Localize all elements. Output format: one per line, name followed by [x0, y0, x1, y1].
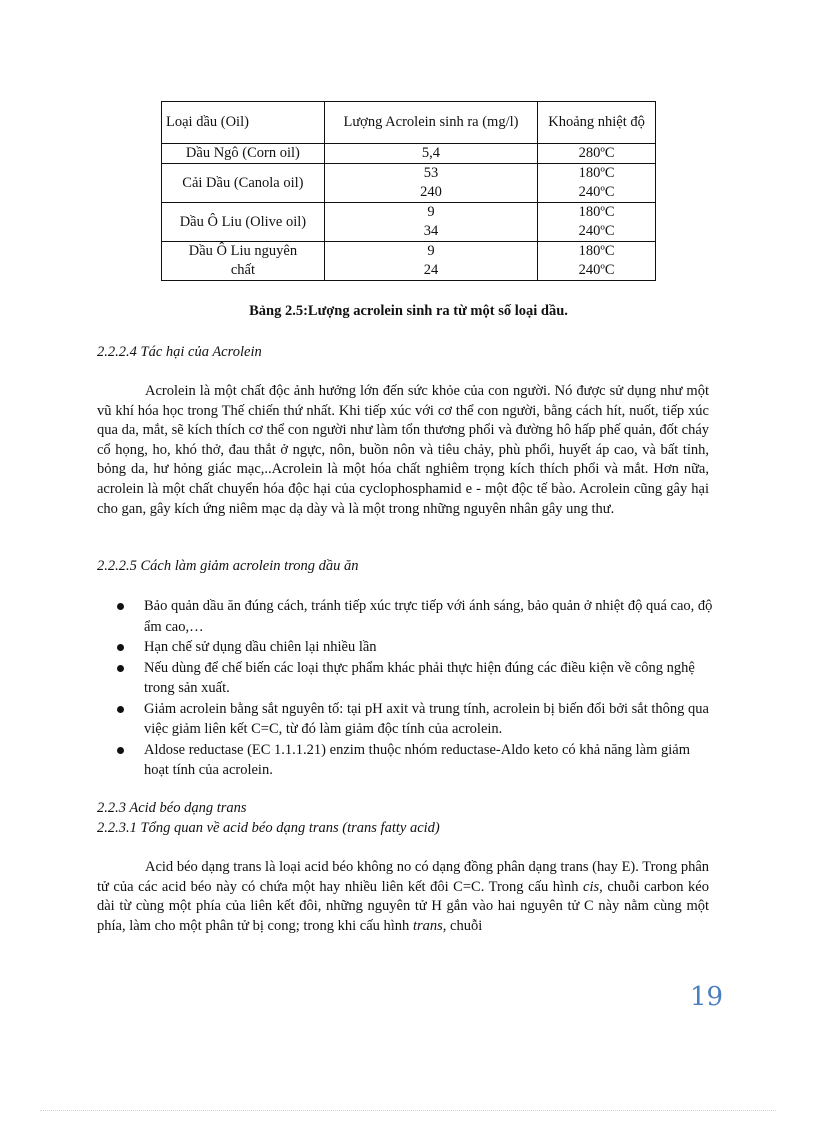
cell-line: 9 — [427, 204, 435, 220]
cell-amount — [324, 164, 537, 203]
cell-temp: 280ºC — [538, 144, 656, 164]
list-item-text: Giảm acrolein bằng sắt nguyên tố: tại pH axit và trung tính, acrolein bị biến đổi bởi sắt thông qua việc giảm liên kết C=C, từ đó làm giảm độc tính của acrolein. — [144, 700, 709, 737]
reduction-methods-list — [97, 596, 717, 781]
cell-amount — [324, 203, 537, 242]
cell-line: 180ºC — [578, 165, 615, 181]
cell-temp — [538, 242, 656, 281]
paragraph-text-3: chuỗi — [446, 917, 483, 934]
list-item-text: Nếu dùng để chế biến các loại thực phẩm khác phải thực hiện đúng các điều kiện về công nghệ trong sản xuất. — [144, 659, 695, 696]
bullet-icon — [117, 706, 124, 713]
table-row — [162, 242, 656, 281]
cell-oil: Dầu Ô Liu nguyên chất — [162, 242, 325, 281]
list-item — [97, 637, 717, 658]
cell-line: 180ºC — [578, 243, 615, 259]
list-item — [97, 658, 717, 699]
cell-amount — [324, 242, 537, 281]
cell-line: 9 — [427, 243, 435, 259]
list-item-text: Hạn chế sử dụng dầu chiên lại nhiều lần — [144, 639, 377, 655]
cell-line: 180ºC — [578, 204, 615, 220]
acrolein-table — [161, 101, 656, 281]
section-heading-2225: 2.2.2.5 Cách làm giảm acrolein trong dầu ăn — [97, 558, 359, 574]
table-caption: Bảng 2.5:Lượng acrolein sinh ra từ một số loại dầu. — [249, 303, 568, 319]
paragraph-trans-fat — [97, 858, 709, 936]
bullet-icon — [117, 747, 124, 754]
bullet-icon — [117, 603, 124, 610]
cell-oil: Dầu Ngô (Corn oil) — [162, 144, 325, 164]
paragraph-acrolein-harm — [97, 382, 709, 519]
paragraph-text-1: Acid béo dạng trans là loại acid béo không no có dạng đồng phân dạng trans (hay E). Trong phân tử của các acid béo này có chứa một hay nhiều liên kết đôi C=C. Trong cấu hình — [97, 859, 709, 895]
bullet-icon — [117, 644, 124, 651]
header-oil: Loại dầu (Oil) — [162, 102, 325, 144]
emphasis-trans: trans, — [412, 917, 447, 934]
cell-line: 240ºC — [578, 184, 615, 200]
cell-temp — [538, 164, 656, 203]
footer-divider — [40, 1110, 776, 1111]
list-item-text: Bảo quản dầu ăn đúng cách, tránh tiếp xúc trực tiếp với ánh sáng, bảo quản ở nhiệt độ quá cao, độ ẩm cao,… — [144, 598, 713, 635]
section-heading-2231: 2.2.3.1 Tổng quan về acid béo dạng trans (trans fatty acid) — [97, 820, 440, 836]
table-header-row — [162, 102, 656, 144]
section-heading-223: 2.2.3 Acid béo dạng trans — [97, 800, 247, 816]
table-row — [162, 164, 656, 203]
cell-line: 34 — [423, 223, 439, 239]
cell-line: 240ºC — [578, 223, 615, 239]
cell-amount: 5,4 — [324, 144, 537, 164]
cell-line: 240ºC — [578, 262, 615, 278]
paragraph-text: Acrolein là một chất độc ảnh hưởng lớn đến sức khỏe của con người. Nó được sử dụng như một vũ khí hóa học trong Thế chiến thứ nhất. Khi tiếp xúc với cơ thể con người, bằng cách hít, nuốt, tiếp xúc qua da, mắt, sẽ kích thích cơ thể con người như làm tổn thương phổi và đường hô hấp phế quản, đốt cháy cổ họng, ho, khó thở, đau thắt ở ngực, nôn, buồn nôn và tiêu chảy, phù phổi, huyết áp cao, và bất tỉnh, bỏng da, hư hỏng giác mạc,..Acrolein là một hóa chất nghiêm trọng kích thích phổi và mắt. Hơn nữa, acrolein là một chất chuyển hóa độc hại của cyclophosphamid e - một độc tế bào. Acrolein cũng gây hại cho gan, gây kích ứng niêm mạc dạ dày và là một trong những nguyên nhân gây ung thư. — [97, 383, 709, 517]
cell-line: 240 — [420, 184, 442, 200]
table-row — [162, 203, 656, 242]
table-row — [162, 144, 656, 164]
cell-line: 53 — [423, 165, 439, 181]
cell-line: 24 — [423, 262, 439, 278]
list-item — [97, 699, 717, 740]
emphasis-cis: cis, — [583, 878, 603, 895]
list-item — [97, 740, 717, 781]
cell-oil: Dầu Ô Liu (Olive oil) — [162, 203, 325, 242]
list-item-text: Aldose reductase (EC 1.1.1.21) enzim thuộc nhóm reductase-Aldo keto có khả năng làm giảm hoạt tính của acrolein. — [144, 741, 691, 778]
cell-temp — [538, 203, 656, 242]
paragraph-text-2: chuỗi carbon kéo dài từ cùng một phía của liên kết đôi, những nguyên tử H gắn vào hai nguyên tử C này nằm cùng một phía, làm cho một phân tử bị cong; trong khi cấu hình — [97, 878, 709, 934]
header-temp: Khoảng nhiệt độ — [538, 102, 656, 144]
bullet-icon — [117, 665, 124, 672]
page-number: 19 — [690, 982, 724, 1012]
list-item — [97, 596, 717, 637]
header-amount: Lượng Acrolein sinh ra (mg/l) — [324, 102, 537, 144]
section-heading-2224: 2.2.2.4 Tác hại của Acrolein — [97, 344, 262, 360]
cell-oil: Cải Dầu (Canola oil) — [162, 164, 325, 203]
